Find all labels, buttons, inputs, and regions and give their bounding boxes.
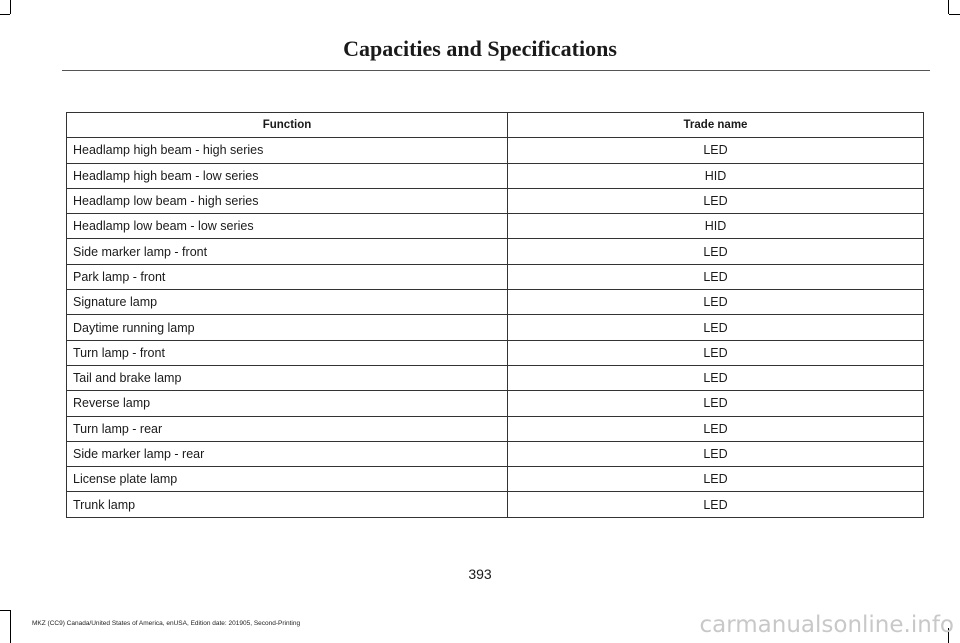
table-row	[67, 467, 924, 492]
table-row	[67, 239, 924, 264]
trade-name-cell: LED	[508, 290, 924, 315]
crop-mark	[10, 0, 11, 14]
trade-name-cell: LED	[508, 264, 924, 289]
table-row	[67, 340, 924, 365]
table-row	[67, 214, 924, 239]
function-cell: Side marker lamp - front	[67, 239, 508, 264]
function-cell: Turn lamp - front	[67, 340, 508, 365]
function-cell: Trunk lamp	[67, 492, 508, 517]
crop-mark	[0, 610, 10, 611]
function-cell: Signature lamp	[67, 290, 508, 315]
bulb-specification-table	[66, 112, 924, 518]
function-cell: Side marker lamp - rear	[67, 441, 508, 466]
column-header-function: Function	[67, 113, 508, 138]
table-row	[67, 138, 924, 163]
trade-name-cell: LED	[508, 138, 924, 163]
function-cell: Park lamp - front	[67, 264, 508, 289]
trade-name-cell: HID	[508, 163, 924, 188]
page-number: 393	[468, 566, 492, 582]
trade-name-cell: LED	[508, 391, 924, 416]
table-row	[67, 290, 924, 315]
trade-name-cell: LED	[508, 315, 924, 340]
table-row	[67, 264, 924, 289]
crop-mark	[948, 0, 949, 14]
crop-mark	[10, 610, 11, 643]
table-row	[67, 416, 924, 441]
function-cell: Reverse lamp	[67, 391, 508, 416]
watermark: carmanualsonline.info	[699, 612, 954, 638]
function-cell: Headlamp high beam - high series	[67, 138, 508, 163]
trade-name-cell: LED	[508, 365, 924, 390]
column-header-trade-name: Trade name	[508, 113, 924, 138]
title-divider	[62, 70, 930, 71]
trade-name-cell: HID	[508, 214, 924, 239]
table-header-row	[67, 113, 924, 138]
table-row	[67, 188, 924, 213]
function-cell: Daytime running lamp	[67, 315, 508, 340]
function-cell: Headlamp low beam - low series	[67, 214, 508, 239]
trade-name-cell: LED	[508, 441, 924, 466]
trade-name-cell: LED	[508, 239, 924, 264]
table-row	[67, 315, 924, 340]
table-row	[67, 492, 924, 517]
function-cell: Turn lamp - rear	[67, 416, 508, 441]
function-cell: Headlamp high beam - low series	[67, 163, 508, 188]
trade-name-cell: LED	[508, 340, 924, 365]
trade-name-cell: LED	[508, 188, 924, 213]
function-cell: Tail and brake lamp	[67, 365, 508, 390]
table-row	[67, 163, 924, 188]
table-row	[67, 441, 924, 466]
edition-footer: MKZ (CC9) Canada/United States of America, enUSA, Edition date: 201905, Second-Printing	[32, 620, 301, 627]
trade-name-cell: LED	[508, 416, 924, 441]
table-row	[67, 365, 924, 390]
page-title: Capacities and Specifications	[343, 36, 617, 61]
table-row	[67, 391, 924, 416]
trade-name-cell: LED	[508, 467, 924, 492]
function-cell: License plate lamp	[67, 467, 508, 492]
crop-mark	[0, 14, 10, 15]
crop-mark	[949, 14, 960, 15]
function-cell: Headlamp low beam - high series	[67, 188, 508, 213]
trade-name-cell: LED	[508, 492, 924, 517]
